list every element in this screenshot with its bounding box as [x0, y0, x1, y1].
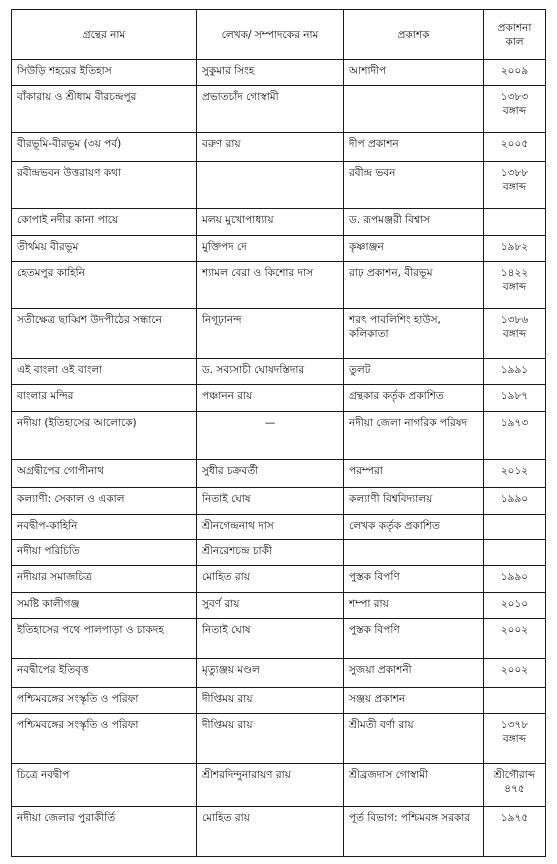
book-title-cell: কোপাই নদীর কানা পায়ে: [12, 209, 197, 236]
book-title-cell: ইতিহাসের পথে পালপাড়া ও চাকদহ: [12, 619, 197, 659]
book-title-cell: নদীয়া পরিচিতি: [12, 540, 197, 566]
book-title-cell: বীরভূমি-বীরভূম (৩য় পর্ব): [12, 133, 197, 161]
book-title-cell: কল্যাণী: সেকাল ও একাল: [12, 487, 197, 514]
publication-date-cell: ১৯৯০: [484, 487, 546, 514]
author-cell: দীপ্তিময় রায়: [197, 688, 344, 714]
book-title-cell: হেতমপুর কাহিনি: [12, 261, 197, 309]
table-row: [12, 236, 546, 262]
book-title-cell: নদীয়া (ইতিহাসের আলোকে): [12, 411, 197, 459]
publisher-cell: পুস্তক বিপণি: [344, 619, 484, 659]
book-title-cell: নদীয়ার সমাজচিত্র: [12, 566, 197, 593]
author-cell: শ্রীশরদিন্দুনারায়ণ রায়: [197, 763, 344, 806]
table-row: [12, 688, 546, 714]
publication-date-cell: [484, 209, 546, 236]
author-cell: শ্রীনগেন্দ্রনাথ দাস: [197, 514, 344, 540]
book-title-cell: রবীন্দ্রভবন উত্তরায়ণ কথা: [12, 161, 197, 209]
publication-date-cell: ১৯৮২: [484, 236, 546, 262]
publisher-cell: ড. রূপমঞ্জরী বিশ্বাস: [344, 209, 484, 236]
publication-date-cell: ২০১২: [484, 459, 546, 487]
publisher-cell: পুস্তক বিপণি: [344, 566, 484, 593]
publication-date-cell: ১৯৯০: [484, 566, 546, 593]
publisher-cell: শ্রীমতী বর্ণা রায়: [344, 714, 484, 764]
book-title-cell: সিউড়ি শহরের ইতিহাস: [12, 60, 197, 86]
author-cell: মোহিত রায়: [197, 807, 344, 857]
author-cell: বরুণ রায়: [197, 133, 344, 161]
author-cell: [197, 161, 344, 209]
publisher-cell: নদীয়া জেলা নাগরিক পরিষদ: [344, 411, 484, 459]
publication-date-cell: শ্রীগৌরাব্দ ৪৭৫: [484, 763, 546, 806]
publisher-cell: [344, 85, 484, 133]
publisher-cell: গ্রন্থকার কর্তৃক প্রকাশিত: [344, 385, 484, 412]
publisher-cell: শম্পা রায়: [344, 593, 484, 619]
header-publisher: প্রকাশক: [344, 10, 484, 60]
book-title-cell: তীর্থময় বীরভূম: [12, 236, 197, 262]
table-row: [12, 411, 546, 459]
publisher-cell: তুলট: [344, 359, 484, 385]
book-title-cell: এই বাংলা ওই বাংলা: [12, 359, 197, 385]
book-title-cell: সতীক্ষেত্র ছাব্বিশ উদপীঠের সন্ধানে: [12, 309, 197, 359]
publication-date-cell: [484, 514, 546, 540]
header-book-title: গ্রন্থের নাম: [12, 10, 197, 60]
header-author-editor: লেখক/ সম্পাদকের নাম: [197, 10, 344, 60]
table-row: [12, 763, 546, 806]
book-title-cell: বাঁকারায় ও শ্রীধাম বীরচন্দ্রপুর: [12, 85, 197, 133]
table-row: [12, 714, 546, 764]
publisher-cell: পূর্ত বিভাগ: পশ্চিমবঙ্গ সরকার: [344, 807, 484, 857]
author-cell: দীপ্তিময় রায়: [197, 714, 344, 764]
publisher-cell: রাঢ় প্রকাশন, বীরভূম: [344, 261, 484, 309]
table-row: [12, 209, 546, 236]
publication-date-cell: ১৪২২ বঙ্গাব্দ: [484, 261, 546, 309]
table-row: [12, 85, 546, 133]
book-title-cell: পশ্চিমবঙ্গের সংস্কৃতি ও পরিফা: [12, 688, 197, 714]
publisher-cell: দীপ প্রকাশন: [344, 133, 484, 161]
publication-date-cell: ১৯৮৭: [484, 385, 546, 412]
author-cell: মুক্তিপদ দে: [197, 236, 344, 262]
table-row: [12, 659, 546, 688]
publication-date-cell: ২০০৫: [484, 133, 546, 161]
author-cell: —: [197, 411, 344, 459]
book-title-cell: সমষ্টি কালীগঞ্জ: [12, 593, 197, 619]
publisher-cell: কৃষ্ণাঞ্জন: [344, 236, 484, 262]
author-cell: শ্যামল বেরা ও কিশোর দাস: [197, 261, 344, 309]
table-row: [12, 566, 546, 593]
author-cell: সুকুমার সিংহ: [197, 60, 344, 86]
table-row: [12, 60, 546, 86]
publication-date-cell: ১৩৭৮ বঙ্গাব্দ: [484, 714, 546, 764]
publication-date-cell: [484, 688, 546, 714]
table-row: [12, 807, 546, 857]
publisher-cell: কল্যাণী বিশ্ববিদ্যালয়: [344, 487, 484, 514]
publication-date-cell: ২০১০: [484, 593, 546, 619]
publisher-cell: শ্রীব্রজদাস গোস্বামী: [344, 763, 484, 806]
publication-date-cell: ১৩৮৩ বঙ্গাব্দ: [484, 85, 546, 133]
publication-date-cell: ১৩৮৮ বঙ্গাব্দ: [484, 161, 546, 209]
book-title-cell: নবদ্বীপের ইতিবৃত্ত: [12, 659, 197, 688]
table-row: [12, 459, 546, 487]
publisher-cell: সঞ্জয় প্রকাশন: [344, 688, 484, 714]
publication-date-cell: ১৯৭৫: [484, 807, 546, 857]
header-row: [12, 10, 546, 60]
publisher-cell: [344, 540, 484, 566]
book-title-cell: অগ্রদ্বীপের গোপীনাথ: [12, 459, 197, 487]
author-cell: পঞ্চানন রায়: [197, 385, 344, 412]
book-title-cell: নবদ্বীপ-কাহিনি: [12, 514, 197, 540]
table-row: [12, 593, 546, 619]
author-cell: নিতাই ঘোষ: [197, 619, 344, 659]
publisher-cell: শরৎ পাবলিশিং হাউস, কলিকাতা: [344, 309, 484, 359]
publisher-cell: আশাদীপ: [344, 60, 484, 86]
author-cell: নিগূঢ়ানন্দ: [197, 309, 344, 359]
bibliography-table: [11, 9, 546, 857]
publication-date-cell: ১৯৭৩: [484, 411, 546, 459]
table-row: [12, 359, 546, 385]
publisher-cell: পরম্পরা: [344, 459, 484, 487]
publication-date-cell: ২০০৯: [484, 60, 546, 86]
table-row: [12, 540, 546, 566]
author-cell: প্রভাতচাঁদ গোস্বামী: [197, 85, 344, 133]
book-title-cell: পশ্চিমবঙ্গের সংস্কৃতি ও পরিফা: [12, 714, 197, 764]
author-cell: সুধীর চক্রবর্তী: [197, 459, 344, 487]
table-body: [12, 60, 546, 857]
book-title-cell: নদীয়া জেলার পুরাকীর্তি: [12, 807, 197, 857]
author-cell: সুবর্ণ রায়: [197, 593, 344, 619]
author-cell: মৃত্যুঞ্জয় মণ্ডল: [197, 659, 344, 688]
book-title-cell: বাংলার মন্দির: [12, 385, 197, 412]
header-publication-date: প্রকাশনা কাল: [484, 10, 546, 60]
book-title-cell: চিত্রে নবদ্বীপ: [12, 763, 197, 806]
publication-date-cell: ১৩৮৬ বঙ্গাব্দ: [484, 309, 546, 359]
table-row: [12, 309, 546, 359]
author-cell: মলয় মুখোপাধ্যায়: [197, 209, 344, 236]
publisher-cell: রবীন্দ্র ভবন: [344, 161, 484, 209]
author-cell: নিতাই ঘোষ: [197, 487, 344, 514]
table-row: [12, 514, 546, 540]
publisher-cell: লেখক কর্তৃক প্রকাশিত: [344, 514, 484, 540]
table-row: [12, 261, 546, 309]
author-cell: শ্রীনরেশচন্দ্র চাকী: [197, 540, 344, 566]
table-row: [12, 487, 546, 514]
publication-date-cell: ১৯৯১: [484, 359, 546, 385]
table-row: [12, 133, 546, 161]
author-cell: মোহিত রায়: [197, 566, 344, 593]
author-cell: ড. সব্যসাচী ঘোষদস্তিদার: [197, 359, 344, 385]
table-row: [12, 619, 546, 659]
publication-date-cell: [484, 540, 546, 566]
publisher-cell: সুজয়া প্রকাশনী: [344, 659, 484, 688]
publication-date-cell: ২০০২: [484, 659, 546, 688]
publication-date-cell: ২০০২: [484, 619, 546, 659]
table-row: [12, 385, 546, 412]
table-row: [12, 161, 546, 209]
